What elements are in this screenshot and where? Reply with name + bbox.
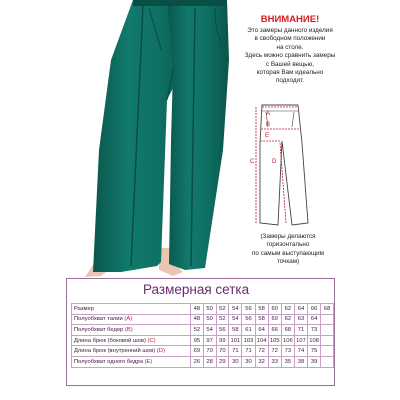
notice-line: Это замеры данного изделия [247,27,333,34]
table-row [72,346,334,357]
measurement-note-line: горизонтально [266,241,310,249]
table-cell: 66 [268,325,281,336]
size-header-cell: 58 [255,304,268,315]
measure-letter: (D) [156,348,165,355]
table-cell: 58 [255,314,268,325]
table-cell [321,325,334,336]
table-cell: 52 [216,314,229,325]
size-header-cell: 50 [203,304,216,315]
size-header-cell: 66 [308,304,321,315]
table-cell: 56 [216,325,229,336]
marker-d: D [272,159,277,165]
table-cell: 72 [255,346,268,357]
size-header-cell: 52 [216,304,229,315]
notice-line: которая Вам идеально [256,69,324,77]
row-label: Полуобхват одного бедра (E) [72,356,191,367]
table-cell: 29 [216,356,229,367]
pants-illustration [55,0,245,285]
size-chart-title: Размерная сетка [143,282,250,297]
measurement-note-line: по самым выступающим [251,249,325,257]
notice-line: на столе. [276,43,304,51]
size-header-cell: 56 [242,304,255,315]
marker-e: E [265,133,270,139]
table-cell: 28 [203,356,216,367]
table-cell: 70 [216,346,229,357]
table-cell: 60 [268,314,281,325]
table-cell [321,314,334,325]
size-header-cell: 54 [229,304,242,315]
table-cell: 62 [281,314,294,325]
marker-c: C [250,159,255,165]
table-cell: 108 [308,335,321,346]
row-label: Длина брюк (боковой шов) (C) [72,335,191,346]
table-row [72,325,334,336]
notice-title: ВНИМАНИЕ! [260,14,320,25]
measurement-note-line: точкам) [276,258,300,266]
table-cell: 69 [190,346,203,357]
size-header-cell: 64 [294,304,307,315]
measure-letter: (E) [144,358,153,365]
table-cell: 33 [268,356,281,367]
size-table [71,303,334,368]
size-header-label: Размер [72,304,191,315]
table-cell: 52 [190,325,203,336]
measurement-diagram [240,103,320,233]
row-label: Полуобхват талии (A) [72,314,191,325]
table-cell: 68 [281,325,294,336]
table-cell [321,356,334,367]
table-cell: 70 [203,346,216,357]
table-cell: 72 [268,346,281,357]
table-row [72,335,334,346]
pants-outline-icon [240,103,320,233]
notice-line: Здесь можно сравнить замеры [244,52,336,60]
table-cell: 104 [255,335,268,346]
table-cell: 26 [190,356,203,367]
table-cell: 63 [294,314,307,325]
table-cell: 64 [255,325,268,336]
size-header-cell: 60 [268,304,281,315]
table-cell: 58 [229,325,242,336]
table-cell: 35 [281,356,294,367]
size-chart [66,278,335,386]
table-cell: 71 [229,346,242,357]
table-cell: 30 [242,356,255,367]
table-row [72,356,334,367]
table-cell: 101 [229,335,242,346]
table-cell: 105 [268,335,281,346]
table-cell: 95 [190,335,203,346]
table-cell: 71 [242,346,255,357]
marker-a: A [266,111,271,117]
size-header-cell: 62 [281,304,294,315]
table-cell: 39 [308,356,321,367]
measurement-note-line: (Замеры делаются [260,233,316,240]
notice-line: подходит. [275,77,305,85]
table-cell: 75 [308,346,321,357]
measurement-note [228,233,348,267]
table-cell: 73 [281,346,294,357]
table-cell: 97 [203,335,216,346]
row-label: Полуобхват бедер (B) [72,325,191,336]
table-cell: 48 [190,314,203,325]
measure-letter: (A) [124,316,133,323]
measure-letter: (C) [147,337,156,344]
table-cell: 73 [308,325,321,336]
table-cell: 64 [308,314,321,325]
table-cell: 107 [294,335,307,346]
table-cell: 103 [242,335,255,346]
table-cell: 54 [229,314,242,325]
table-cell: 99 [216,335,229,346]
table-cell: 74 [294,346,307,357]
table-cell: 56 [242,314,255,325]
table-cell: 106 [281,335,294,346]
table-cell: 50 [203,314,216,325]
row-label: Длина брюк (внутренний шов) (D) [72,346,191,357]
size-header-row [72,304,334,315]
marker-b: B [266,122,271,128]
table-cell: 61 [242,325,255,336]
notice-block [225,14,355,86]
size-header-cell: 68 [321,304,334,315]
table-cell: 30 [229,356,242,367]
table-row [72,314,334,325]
notice-line: с Вашей вещью, [265,60,315,68]
table-cell [321,346,334,357]
table-cell: 38 [294,356,307,367]
product-photo [55,0,245,285]
table-cell: 71 [294,325,307,336]
table-cell: 54 [203,325,216,336]
notice-line: в свободном положении [254,35,326,43]
table-cell [321,335,334,346]
table-cell: 32 [255,356,268,367]
size-header-cell: 48 [190,304,203,315]
measure-letter: (B) [124,326,133,333]
